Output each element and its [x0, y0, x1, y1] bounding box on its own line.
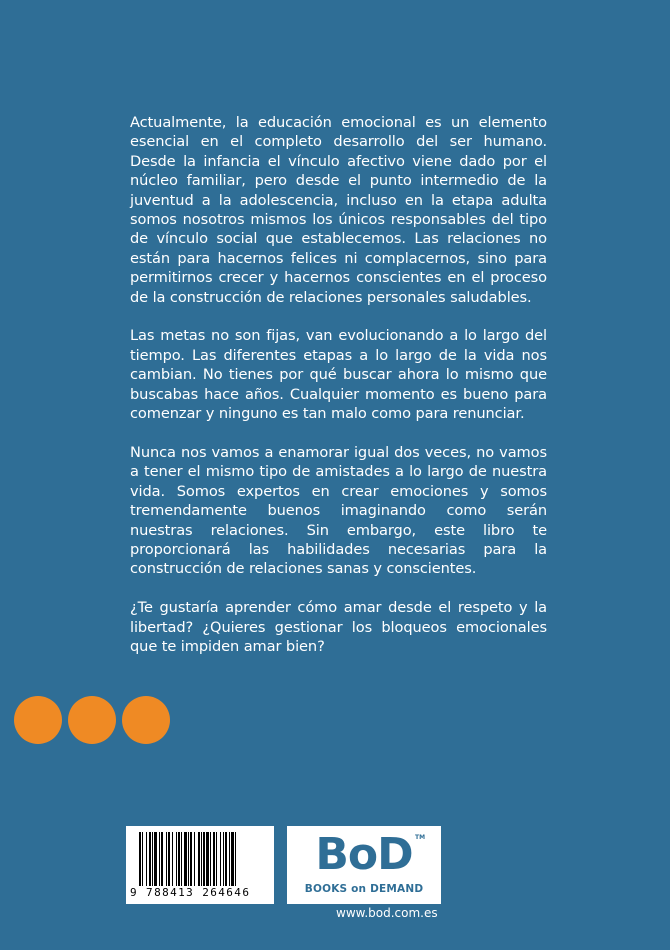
- barcode-bars: [139, 832, 261, 886]
- trademark-mark: TM: [415, 834, 426, 841]
- paragraph-4: ¿Te gustaría aprender cómo amar desde el respeto y la libertad? ¿Quieres gestionar los bloqueos emocionales que te impiden amar bien?: [130, 599, 547, 655]
- orange-dot: [122, 696, 170, 744]
- paragraph-2: Las metas no son fijas, van evolucionando a lo largo del tiempo. Las diferentes etapas a lo largo de la vida nos cambian. No tienes por qué buscar ahora lo mismo que buscabas hace años. Cualquier momento es bueno para comenzar y ninguno es tan malo como para renunciar.: [130, 327, 547, 423]
- publisher-website[interactable]: www.bod.com.es: [336, 906, 438, 920]
- isbn-number: 9 788413 264646: [130, 886, 251, 899]
- orange-dot: [68, 696, 116, 744]
- paragraph-1: Actualmente, la educación emocional es un elemento esencial en el completo desarrollo del ser humano. Desde la infancia el vínculo afectivo viene dado por el núcleo familiar, pero desde el punto intermedio de la juventud a la adolescencia, incluso en la etapa adulta somos nosotros mismos los únicos responsables del tipo de vínculo social que establecemos. Las relaciones no están para hacernos felices ni complacernos, sino para permitirnos crecer y hacernos conscientes en el proceso de la construcción de relaciones personales saludables.: [130, 114, 547, 306]
- isbn-barcode: [126, 826, 274, 904]
- publisher-tagline: BOOKS on DEMAND: [304, 883, 424, 895]
- bod-logo: BoD: [315, 829, 413, 880]
- orange-dot: [14, 696, 62, 744]
- synopsis-text: [130, 113, 547, 676]
- decorative-dots: [14, 696, 170, 744]
- paragraph-3: Nunca nos vamos a enamorar igual dos veces, no vamos a tener el mismo tipo de amistades a lo largo de nuestra vida. Somos expertos en crear emociones y somos tremendamente buenos imaginando como serán nuestras relaciones. Sin embargo, este libro te proporcionará las habilidades necesarias para la construcción de relaciones sanas y conscientes.: [130, 443, 547, 578]
- publisher-logo-box: [287, 826, 441, 904]
